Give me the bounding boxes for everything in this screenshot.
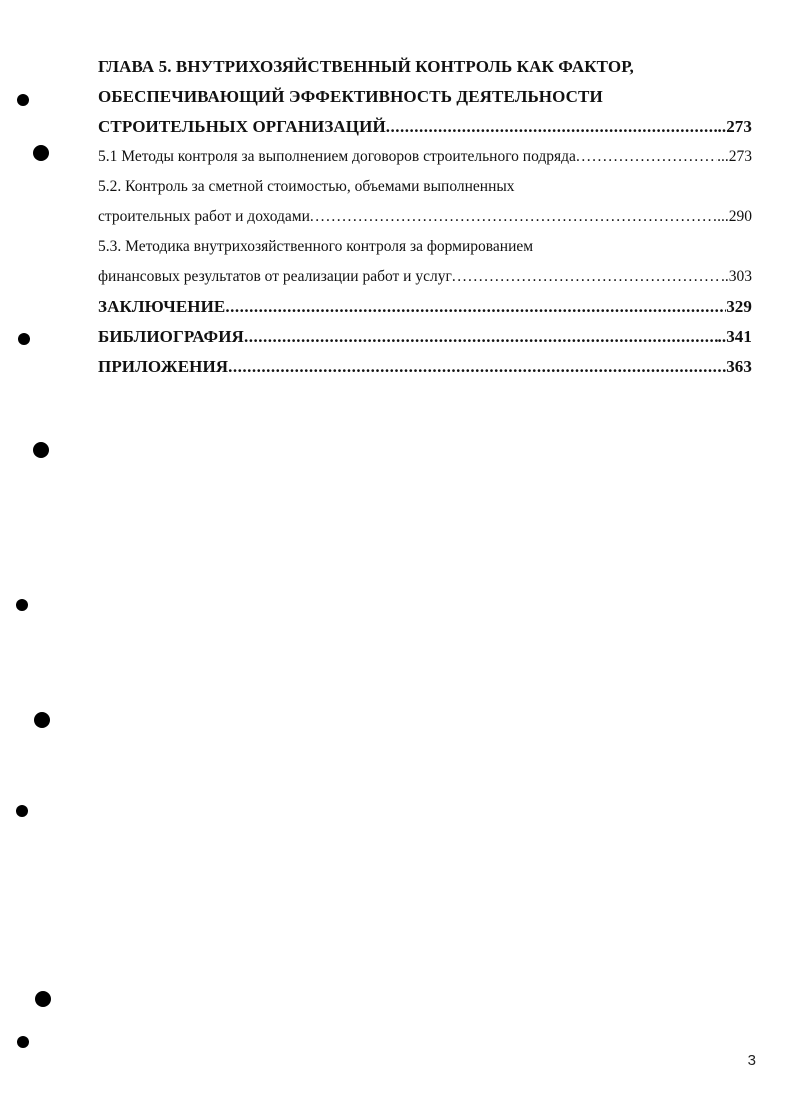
- toc-appendices-page: 363: [726, 357, 752, 376]
- punch-hole: [18, 333, 30, 345]
- dot-leader: [244, 322, 718, 352]
- page-number: 3: [747, 1052, 756, 1069]
- toc-conclusion-page: 329: [726, 297, 752, 316]
- punch-hole: [35, 991, 51, 1007]
- dot-leader: [228, 352, 726, 382]
- punch-hole: [33, 145, 49, 161]
- dot-leader: [452, 262, 721, 292]
- dot-leader: [386, 112, 718, 142]
- toc-appendices-title: ПРИЛОЖЕНИЯ: [98, 357, 229, 376]
- toc-section-5-3-title-end: финансовых результатов от реализации работ и услуг: [98, 268, 452, 285]
- toc-appendices: [98, 352, 752, 382]
- punch-hole: [17, 1036, 29, 1048]
- toc-chapter5-line2: ОБЕСПЕЧИВАЮЩИЙ ЭФФЕКТИВНОСТЬ ДЕЯТЕЛЬНОСТИ: [98, 87, 603, 106]
- toc-section-5-2-page: ...290: [717, 208, 752, 225]
- toc-chapter5-page: ..273: [717, 117, 752, 136]
- toc-chapter5-line1: ГЛАВА 5. ВНУТРИХОЗЯЙСТВЕННЫЙ КОНТРОЛЬ КАК ФАКТОР,: [98, 57, 634, 76]
- toc-section-5-1-page: ...273: [717, 148, 752, 165]
- toc-bibliography: [98, 322, 752, 352]
- dot-leader: [310, 202, 717, 232]
- toc-bibliography-page: ..341: [717, 327, 752, 346]
- toc-conclusion: [98, 292, 752, 322]
- toc-section-5-3-line2: [98, 262, 752, 292]
- table-of-contents: [98, 52, 752, 382]
- toc-section-5-2-line2: [98, 202, 752, 232]
- punch-hole: [16, 599, 28, 611]
- punch-hole: [16, 805, 28, 817]
- toc-conclusion-title: ЗАКЛЮЧЕНИЕ: [98, 297, 226, 316]
- dot-leader: [576, 142, 717, 172]
- toc-section-5-2-title-end: строительных работ и доходами: [98, 208, 310, 225]
- toc-section-5-3-line1: 5.3. Методика внутрихозяйственного контроля за формированием: [98, 238, 534, 255]
- punch-hole: [17, 94, 29, 106]
- toc-section-5-1: [98, 142, 752, 172]
- toc-bibliography-title: БИБЛИОГРАФИЯ: [98, 327, 244, 346]
- punch-hole: [34, 712, 50, 728]
- dot-leader: [225, 292, 726, 322]
- toc-section-5-2-line1: 5.2. Контроль за сметной стоимостью, объемами выполненных: [98, 178, 515, 195]
- punch-hole: [33, 442, 49, 458]
- toc-chapter5-title-end: СТРОИТЕЛЬНЫХ ОРГАНИЗАЦИЙ: [98, 117, 386, 136]
- toc-section-5-1-title: 5.1 Методы контроля за выполнением договоров строительного подряда: [98, 148, 576, 165]
- toc-section-5-3-page: ..303: [721, 268, 752, 285]
- toc-chapter5-line3: [98, 112, 752, 142]
